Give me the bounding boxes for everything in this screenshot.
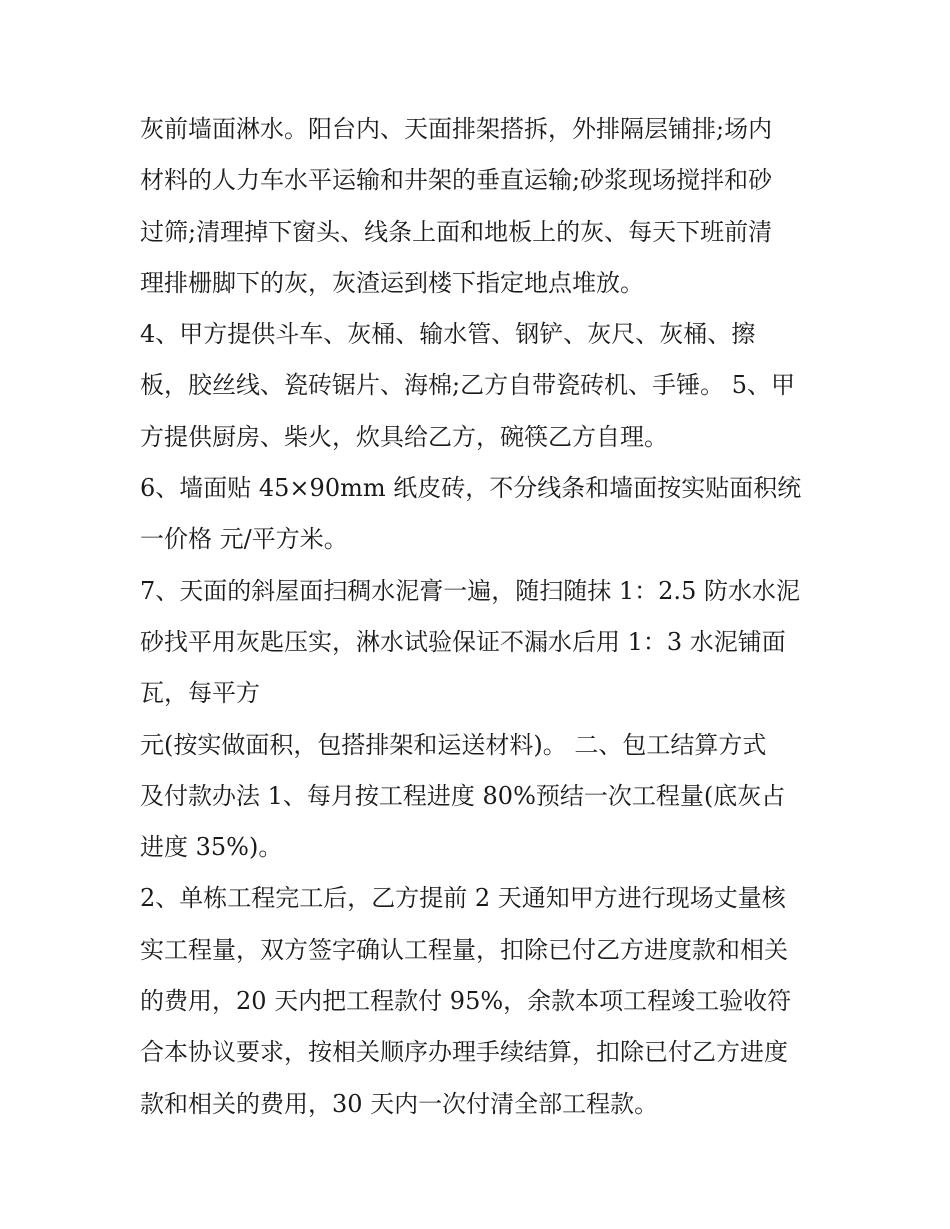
text-line: 元(按实做面积，包搭排架和运送材料)。 二、包工结算方式 [140, 730, 767, 759]
text-line: 2、单栋工程完工后，乙方提前 2 天通知甲方进行现场丈量核 [140, 884, 786, 913]
text-line: 及付款办法 1、每月按工程进度 80%预结一次工程量(底灰占 [140, 781, 786, 810]
text-line: 灰前墙面淋水。阳台内、天面排架搭拆，外排隔层铺排;场内 [140, 115, 773, 143]
text-line: 理排栅脚下的灰，灰渣运到楼下指定地点堆放。 [140, 268, 644, 297]
document-body [140, 104, 820, 1130]
text-line: 的费用，20 天内把工程款付 95%，余款本项工程竣工验收符 [140, 987, 792, 1016]
text-line: 7、天面的斜屋面扫稠水泥膏一遍，随扫随抹 1：2.5 防水水泥 [140, 576, 800, 605]
text-line: 板，胶丝线、瓷砖锯片、海棉;乙方自带瓷砖机、手锤。 5、甲 [140, 371, 795, 400]
text-line: 瓦，每平方 [140, 679, 260, 708]
text-line: 6、墙面贴 45×90mm 纸皮砖，不分线条和墙面按实贴面积统 [140, 474, 802, 503]
text-line: 过筛;清理掉下窗头、线条上面和地板上的灰、每天下班前清 [140, 217, 773, 246]
text-line: 方提供厨房、柴火，炊具给乙方，碗筷乙方自理。 [140, 422, 668, 451]
text-line: 4、甲方提供斗车、灰桶、输水管、钢铲、灰尺、灰桶、擦 [140, 320, 756, 349]
text-line: 一价格 元/平方米。 [140, 525, 348, 554]
text-line: 实工程量，双方签字确认工程量，扣除已付乙方进度款和相关 [140, 935, 788, 964]
text-line: 砂找平用灰匙压实，淋水试验保证不漏水后用 1：3 水泥铺面 [140, 627, 786, 656]
text-line: 进度 35%)。 [140, 833, 283, 862]
text-line: 材料的人力车水平运输和井架的垂直运输;砂浆现场搅拌和砂 [140, 166, 773, 195]
text-line: 款和相关的费用，30 天内一次付清全部工程款。 [140, 1089, 659, 1118]
text-line: 合本协议要求，按相关顺序办理手续结算，扣除已付乙方进度 [140, 1038, 788, 1067]
